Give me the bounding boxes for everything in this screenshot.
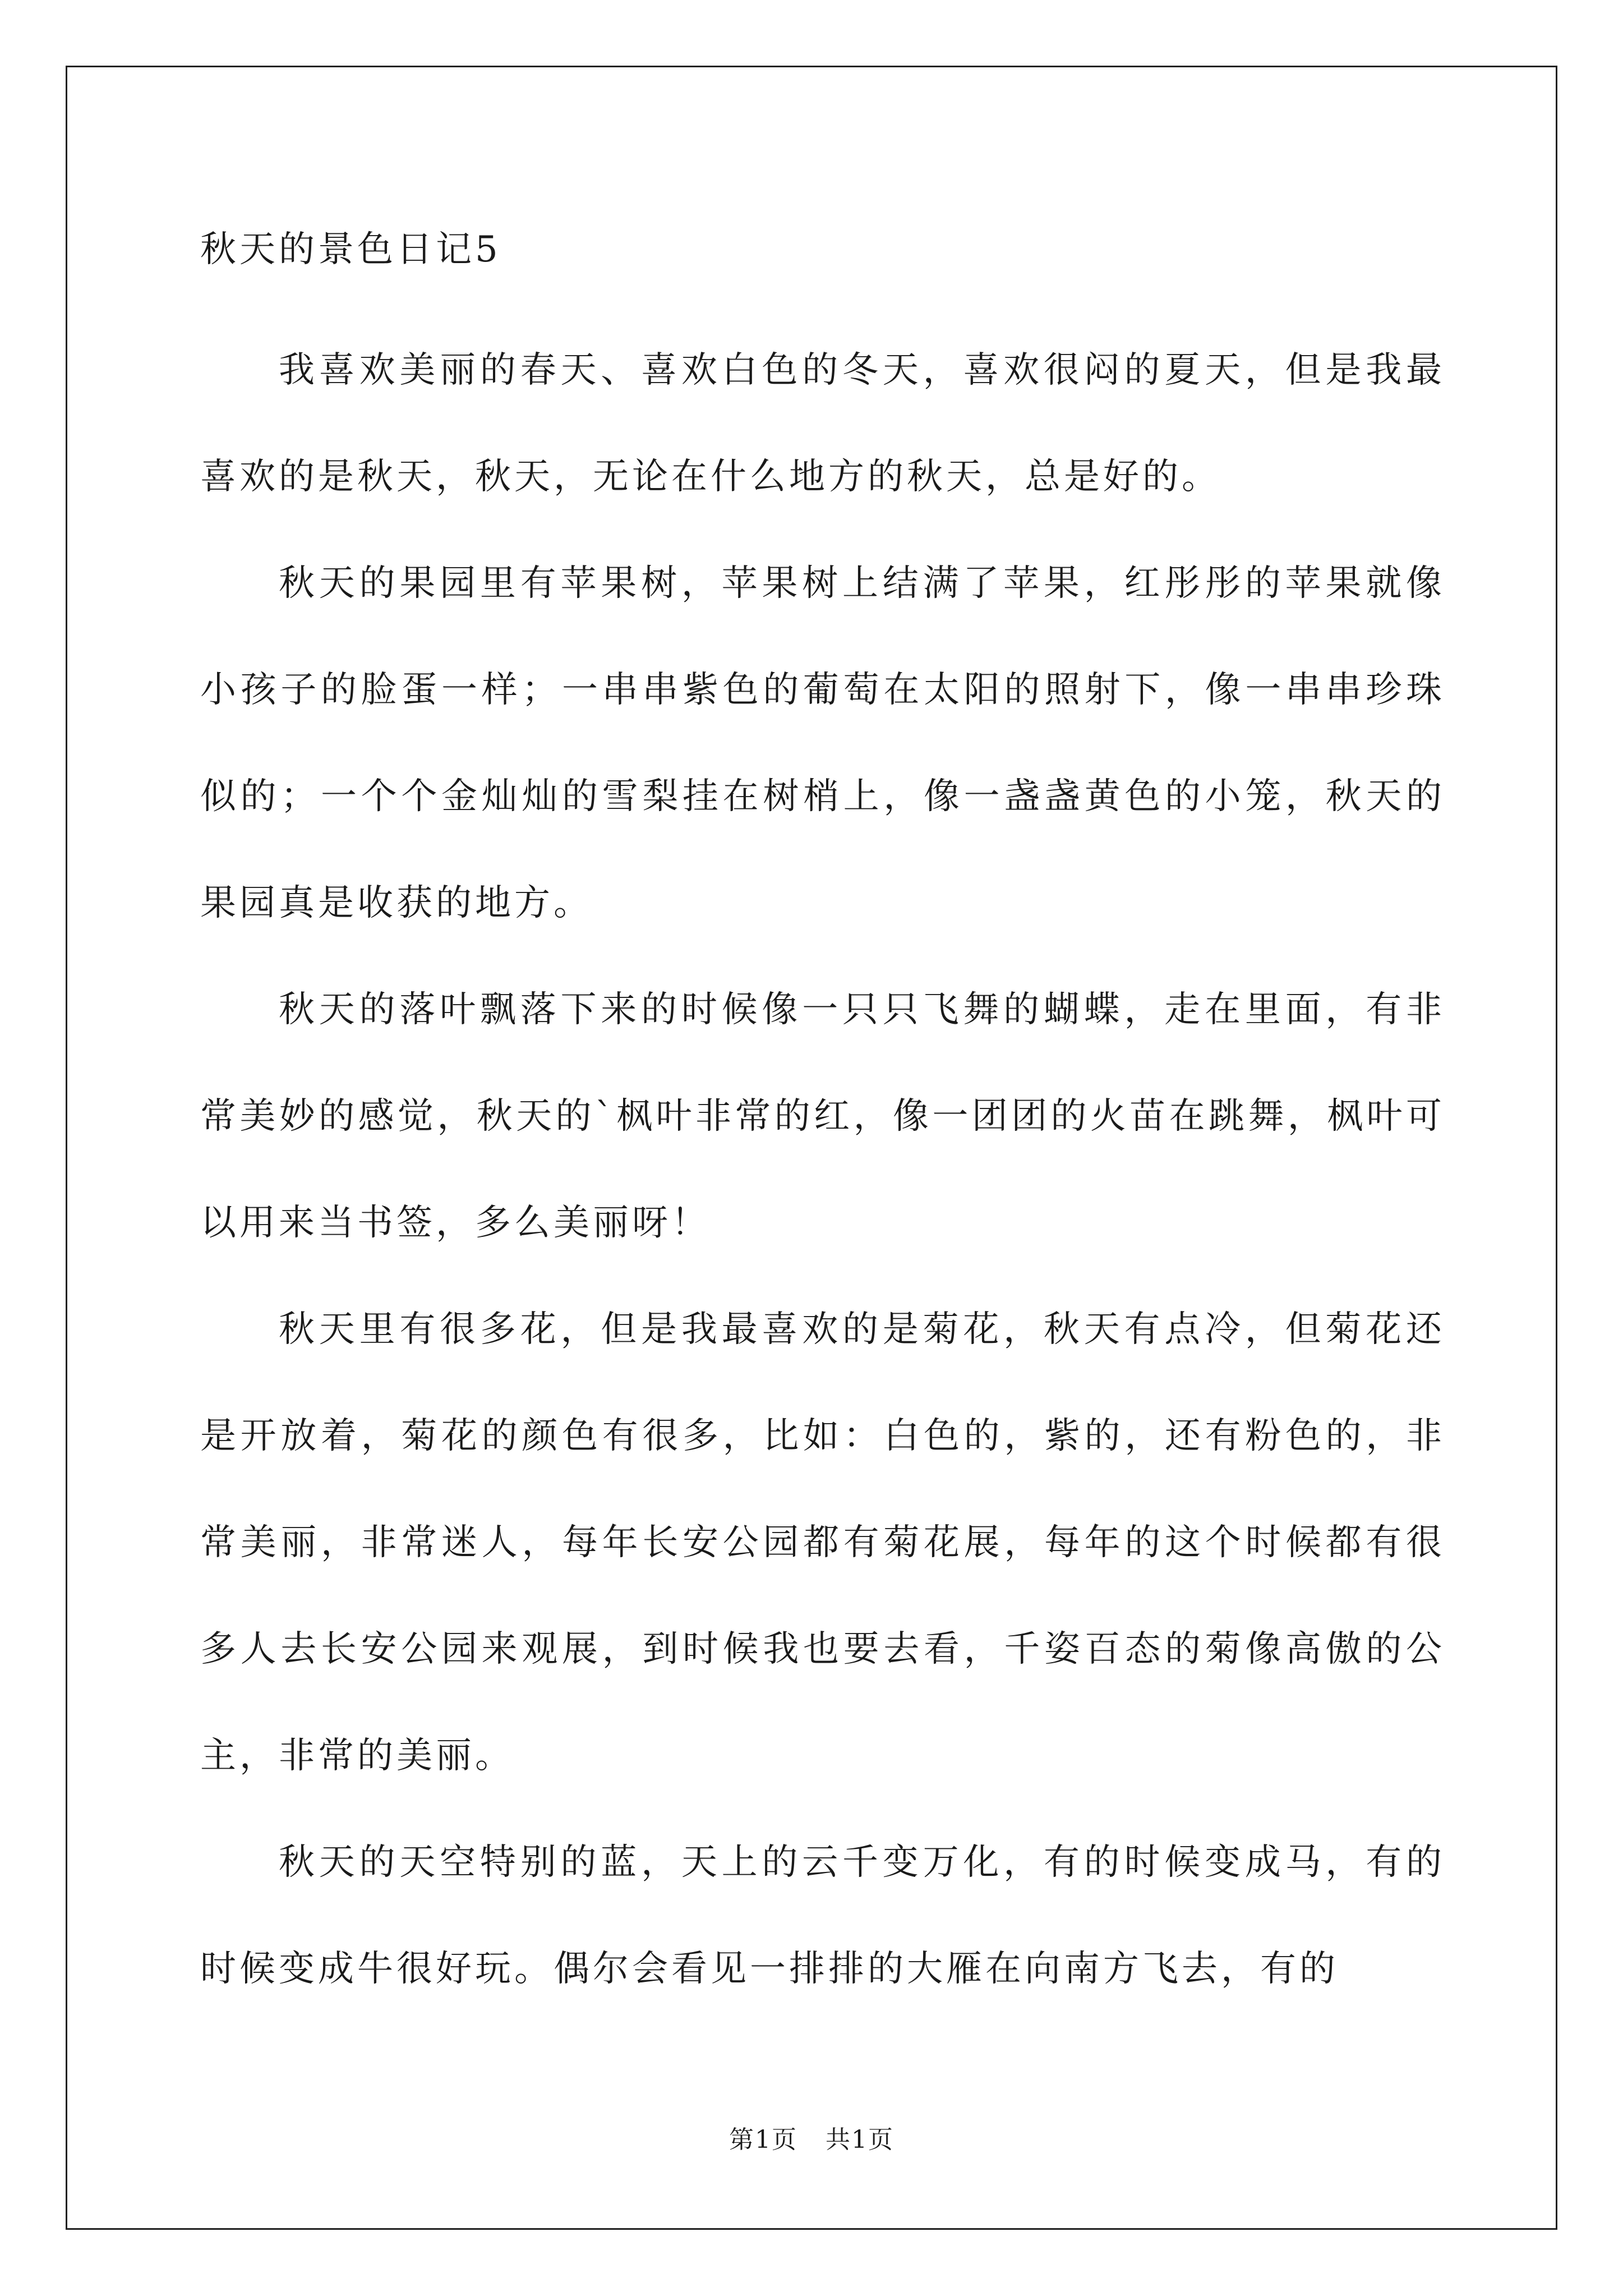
page-number-current: 第1页 (729, 2125, 797, 2154)
paragraph-3: 秋天的落叶飘落下来的时候像一只只飞舞的蝴蝶，走在里面，有非常美妙的感觉，秋天的`枫叶非常的红，像一团团的火苗在跳舞，枫叶可以用来当书签，多么美丽呀！ (200, 989, 1445, 1244)
page-footer (0, 2123, 1623, 2157)
paragraph-4: 秋天里有很多花，但是我最喜欢的是菊花，秋天有点冷，但菊花还是开放着，菊花的颜色有很多，比如：白色的，紫的，还有粉色的，非常美丽，非常迷人，每年长安公园都有菊花展，每年的这个时候都有很多人去长安公园来观展，到时候我也要去看，千姿百态的菊像高傲的公主，非常的美丽。 (200, 1309, 1445, 1777)
title-spacer (200, 280, 1445, 317)
page-number-total: 共1页 (826, 2125, 894, 2154)
paragraph-5: 秋天的天空特别的蓝，天上的云千变万化，有的时候变成马，有的时候变成牛很好玩。偶尔会看见一排排的大雁在向南方飞去，有的 (200, 1842, 1445, 1990)
document-body (200, 219, 1445, 2022)
paragraph-2: 秋天的果园里有苹果树，苹果树上结满了苹果，红彤彤的苹果就像小孩子的脸蛋一样；一串串紫色的葡萄在太阳的照射下，像一串串珍珠似的；一个个金灿灿的雪梨挂在树梢上，像一盏盏黄色的小笼，秋天的果园真是收获的地方。 (200, 563, 1445, 924)
paragraph-1: 我喜欢美丽的春天、喜欢白色的冬天，喜欢很闷的夏天，但是我最喜欢的是秋天，秋天，无论在什么地方的秋天，总是好的。 (200, 349, 1445, 498)
document-title: 秋天的景色日记5 (200, 229, 501, 270)
